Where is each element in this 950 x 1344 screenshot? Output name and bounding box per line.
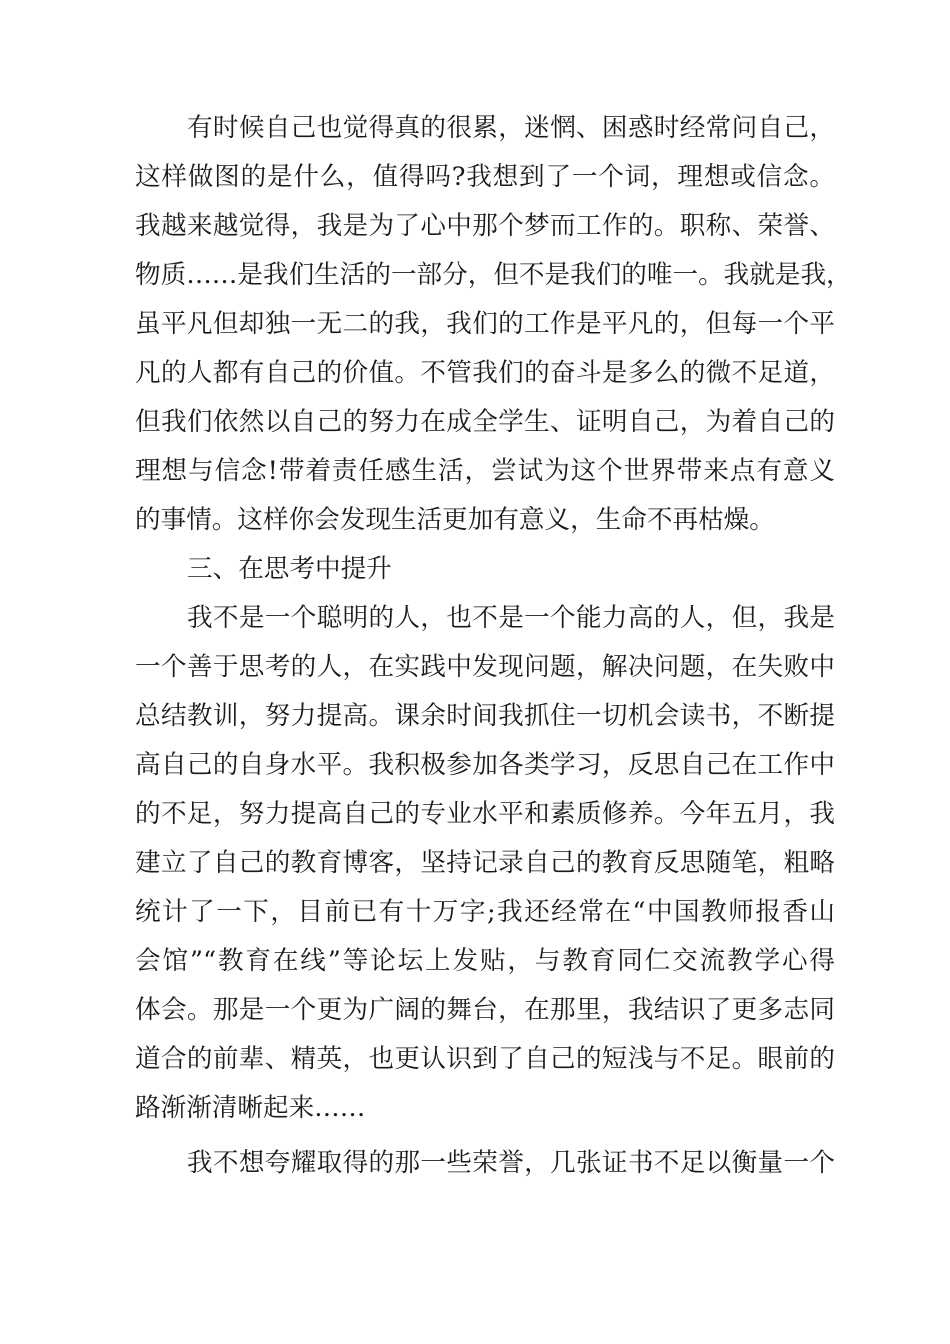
text-line: 我不想夸耀取得的那一些荣誉，几张证书不足以衡量一个 <box>187 1148 835 1178</box>
text-line: 体会。那是一个更为广阔的舞台，在那里，我结识了更多志同 <box>135 995 835 1025</box>
text-line: 会馆”“教育在线”等论坛上发贴，与教育同仁交流教学心得 <box>135 946 835 976</box>
document-body <box>135 104 852 1188</box>
text-line: 建立了自己的教育博客，坚持记录自己的教育反思随笔，粗略 <box>135 848 835 878</box>
text-line: 道合的前辈、精英，也更认识到了自己的短浅与不足。眼前的 <box>135 1044 835 1074</box>
text-line: 路渐渐清晰起来…… <box>135 1093 366 1123</box>
text-line: 一个善于思考的人，在实践中发现问题，解决问题，在失败中 <box>135 652 835 682</box>
text-line: 这样做图的是什么，值得吗?我想到了一个词，理想或信念。 <box>135 162 835 192</box>
text-line: 的事情。这样你会发现生活更加有意义，生命不再枯燥。 <box>135 505 775 535</box>
text-line: 虽平凡但却独一无二的我，我们的工作是平凡的，但每一个平 <box>135 309 835 339</box>
text-line: 高自己的自身水平。我积极参加各类学习，反思自己在工作中 <box>135 750 835 780</box>
text-line: 三、在思考中提升 <box>187 554 392 584</box>
text-line: 的不足，努力提高自己的专业水平和素质修养。今年五月，我 <box>135 799 835 829</box>
text-line: 但我们依然以自己的努力在成全学生、证明自己，为着自己的 <box>135 407 835 437</box>
text-line: 有时候自己也觉得真的很累，迷惘、困惑时经常问自己， <box>187 113 835 143</box>
text-line: 我越来越觉得，我是为了心中那个梦而工作的。职称、荣誉、 <box>135 211 835 241</box>
text-line: 物质……是我们生活的一部分，但不是我们的唯一。我就是我， <box>135 260 852 290</box>
text-line: 理想与信念!带着责任感生活，尝试为这个世界带来点有意义 <box>135 456 835 486</box>
text-line: 统计了一下，目前已有十万字;我还经常在“中国教师报香山 <box>135 897 835 927</box>
text-line: 总结教训，努力提高。课余时间我抓住一切机会读书，不断提 <box>135 701 835 731</box>
text-line: 凡的人都有自己的价值。不管我们的奋斗是多么的微不足道， <box>135 358 835 388</box>
text-line: 我不是一个聪明的人，也不是一个能力高的人，但，我是 <box>187 603 835 633</box>
